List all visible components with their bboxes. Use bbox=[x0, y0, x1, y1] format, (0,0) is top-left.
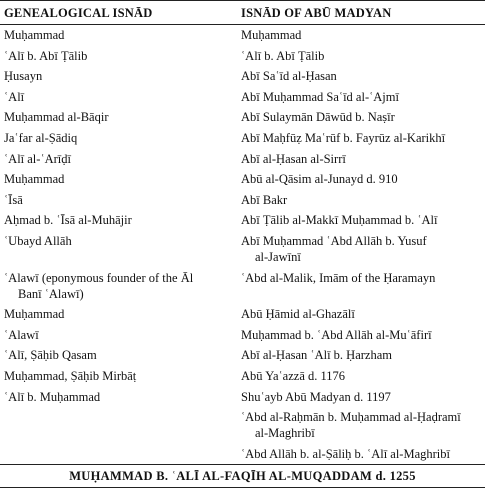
genealogical-name: ʿAlī b. Abī Ṭālib bbox=[4, 48, 88, 63]
genealogical-isnad-cell bbox=[0, 325, 234, 346]
genealogical-name: Aḥmad b. ʿĪsā al-Muhājir bbox=[4, 213, 132, 228]
table-row bbox=[0, 25, 485, 46]
abu-madyan-name-continuation: al-Maghribī bbox=[255, 426, 315, 441]
abu-madyan-isnad-cell bbox=[234, 366, 485, 387]
abu-madyan-name-continuation: al-Jawīnī bbox=[255, 249, 301, 264]
table-row bbox=[0, 46, 485, 67]
genealogical-name: Muḥammad bbox=[4, 307, 65, 322]
genealogical-isnad-cell bbox=[0, 345, 234, 366]
genealogical-name: Muḥammad, Ṣāḥib Mirbāṭ bbox=[4, 368, 137, 383]
genealogical-name: ʿAlī b. Muḥammad bbox=[4, 389, 101, 404]
genealogical-name-continuation: Banī ʿAlawī) bbox=[18, 286, 84, 301]
genealogical-isnad-cell bbox=[0, 268, 234, 305]
abu-madyan-isnad-cell bbox=[234, 25, 485, 46]
genealogical-isnad-cell bbox=[0, 169, 234, 190]
genealogical-name: ʿAlī al-ʿArīḍī bbox=[4, 151, 71, 166]
abu-madyan-name: Abī Ṭālib al-Makkī Muḥammad b. ʿAlī bbox=[241, 213, 438, 228]
genealogical-name: ʿAlī, Ṣāḥib Qasam bbox=[4, 348, 97, 363]
table-row bbox=[0, 169, 485, 190]
abu-madyan-name: ʿAbd al-Malik, Imām of the Ḥaramayn bbox=[241, 270, 436, 285]
abu-madyan-name: Abī Muḥammad ʿAbd Allāh b. Yusuf bbox=[241, 233, 427, 248]
genealogical-isnad-cell bbox=[0, 25, 234, 46]
abu-madyan-name: Abī al-Ḥasan ʿAlī b. Ḥarzham bbox=[241, 348, 392, 363]
abu-madyan-name: Shuʿayb Abū Madyan d. 1197 bbox=[241, 389, 391, 404]
abu-madyan-name: Muḥammad bbox=[241, 28, 302, 42]
footer-row bbox=[0, 465, 485, 488]
header-row bbox=[0, 1, 485, 25]
table-row bbox=[0, 325, 485, 346]
abu-madyan-isnad-header: ISNĀD OF ABŪ MADYAN bbox=[234, 1, 485, 25]
abu-madyan-name: Muḥammad b. ʿAbd Allāh al-Muʿāfirī bbox=[241, 327, 432, 342]
abu-madyan-name: Abī Maḥfūẓ Maʿrūf b. Fayrūz al-Karikhī bbox=[241, 130, 446, 145]
genealogical-name: ʿUbayd Allāh bbox=[4, 233, 72, 248]
abu-madyan-isnad-cell bbox=[234, 87, 485, 108]
abu-madyan-isnad-cell bbox=[234, 169, 485, 190]
table-row bbox=[0, 407, 485, 444]
table-row bbox=[0, 128, 485, 149]
genealogical-isnad-cell bbox=[0, 304, 234, 325]
genealogical-name: Muḥammad al-Bāqir bbox=[4, 110, 109, 125]
table-row bbox=[0, 366, 485, 387]
abu-madyan-name: Abī al-Ḥasan al-Sirrī bbox=[241, 151, 346, 166]
genealogical-name: Ḥusayn bbox=[4, 69, 43, 84]
genealogical-isnad-cell bbox=[0, 107, 234, 128]
genealogical-isnad-header: GENEALOGICAL ISNĀD bbox=[0, 1, 234, 25]
abu-madyan-name: Abū Ḥāmid al-Ghazālī bbox=[241, 307, 355, 322]
table-row bbox=[0, 107, 485, 128]
table-row bbox=[0, 149, 485, 170]
abu-madyan-name: ʿAbd Allāh b. al-Ṣāliḥ b. ʿAlī al-Maghribī bbox=[241, 446, 450, 461]
abu-madyan-isnad-cell bbox=[234, 128, 485, 149]
abu-madyan-name: Abī Saʿīd al-Ḥasan bbox=[241, 69, 337, 84]
genealogical-isnad-cell bbox=[0, 190, 234, 211]
genealogical-isnad-cell bbox=[0, 46, 234, 67]
isnad-rows bbox=[0, 25, 485, 465]
table-row bbox=[0, 190, 485, 211]
genealogical-isnad-cell bbox=[0, 407, 234, 444]
abu-madyan-isnad-cell bbox=[234, 107, 485, 128]
table-row bbox=[0, 210, 485, 231]
abu-madyan-name: Abū al-Qāsim al-Junayd d. 910 bbox=[241, 172, 398, 187]
genealogical-name: Muḥammad bbox=[4, 28, 65, 42]
abu-madyan-name: ʿAlī b. Abī Ṭālib bbox=[241, 48, 325, 63]
genealogical-name: ʿAlawī bbox=[4, 327, 39, 342]
table-row bbox=[0, 231, 485, 268]
abu-madyan-isnad-cell bbox=[234, 304, 485, 325]
abu-madyan-isnad-cell bbox=[234, 46, 485, 67]
genealogical-name: ʿĪsā bbox=[4, 192, 23, 207]
abu-madyan-name: Abī Bakr bbox=[241, 192, 288, 207]
table-row bbox=[0, 345, 485, 366]
genealogical-name: ʿAlī bbox=[4, 89, 25, 104]
abu-madyan-name: Abī Muḥammad Saʿīd al-ʿAjmī bbox=[241, 89, 399, 104]
abu-madyan-isnad-cell bbox=[234, 325, 485, 346]
abu-madyan-isnad-cell bbox=[234, 210, 485, 231]
genealogical-isnad-cell bbox=[0, 210, 234, 231]
genealogical-name: Jaʿfar al-Ṣādiq bbox=[4, 130, 78, 145]
culminating-figure: MUḤAMMAD B. ʿALĪ AL-FAQĪH AL-MUQADDAM d. 1255 bbox=[0, 465, 485, 488]
abu-madyan-isnad-cell bbox=[234, 407, 485, 444]
table-row bbox=[0, 66, 485, 87]
abu-madyan-isnad-cell bbox=[234, 190, 485, 211]
abu-madyan-name: ʿAbd al-Raḥmān b. Muḥammad al-Ḥaḍramī bbox=[241, 410, 461, 425]
genealogical-isnad-cell bbox=[0, 128, 234, 149]
abu-madyan-name: Abū Yaʿazzā d. 1176 bbox=[241, 368, 346, 383]
genealogical-isnad-cell bbox=[0, 387, 234, 408]
abu-madyan-isnad-cell bbox=[234, 149, 485, 170]
abu-madyan-isnad-cell bbox=[234, 268, 485, 305]
abu-madyan-isnad-cell bbox=[234, 345, 485, 366]
genealogical-name: ʿAlawī (eponymous founder of the Āl bbox=[4, 270, 194, 285]
table-row bbox=[0, 304, 485, 325]
abu-madyan-isnad-cell bbox=[234, 66, 485, 87]
genealogical-isnad-cell bbox=[0, 366, 234, 387]
abu-madyan-name: Abī Sulaymān Dāwūd b. Naṣīr bbox=[241, 110, 395, 125]
abu-madyan-isnad-cell bbox=[234, 231, 485, 268]
genealogical-isnad-cell bbox=[0, 87, 234, 108]
abu-madyan-isnad-cell bbox=[234, 387, 485, 408]
table-row bbox=[0, 387, 485, 408]
table-row bbox=[0, 268, 485, 305]
table-row bbox=[0, 87, 485, 108]
genealogical-isnad-cell bbox=[0, 231, 234, 268]
genealogical-isnad-cell bbox=[0, 149, 234, 170]
genealogical-isnad-cell bbox=[0, 66, 234, 87]
genealogical-name: Muḥammad bbox=[4, 172, 65, 187]
